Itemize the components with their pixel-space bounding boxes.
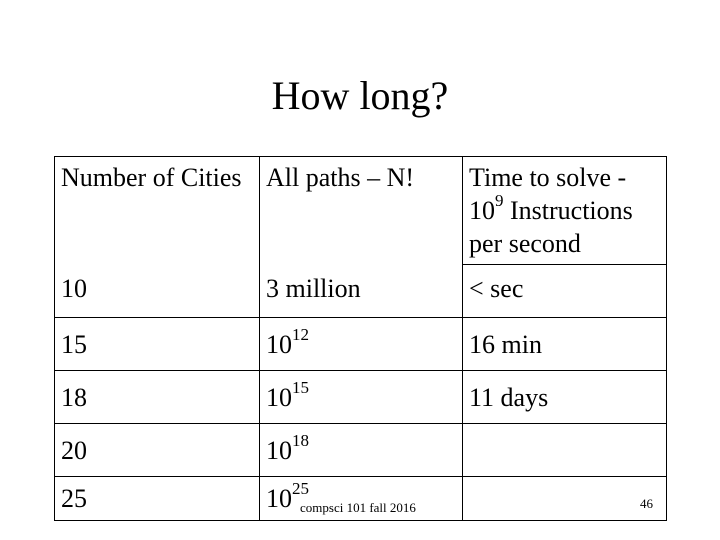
table-row: [55, 424, 667, 477]
time-divider: [463, 264, 666, 265]
footer-course: compsci 101 fall 2016: [300, 500, 416, 515]
row-5-paths: $10^{25}$: [260, 477, 463, 521]
row-4-paths: $10^{18}$: [260, 424, 463, 477]
row-1-paths: 3 million: [266, 274, 361, 303]
header-cities: Number of Cities: [61, 163, 242, 192]
header-time-cell: [463, 157, 667, 318]
row-2-cities: 15: [55, 318, 260, 371]
row-3-time: 11 days: [463, 371, 667, 424]
table-row: [55, 371, 667, 424]
row-5-time: [463, 477, 667, 521]
slide-title: How long?: [271, 73, 449, 118]
header-time: Time to solve - $10^9$ Instructions per second: [469, 161, 662, 260]
table-row: [55, 157, 667, 318]
row-3-cities: 18: [55, 371, 260, 424]
header-paths: All paths – N!: [266, 163, 415, 192]
header-paths-cell: [260, 157, 463, 318]
row-4-cities: 20: [55, 424, 260, 477]
table-row: [55, 318, 667, 371]
row-2-paths: $10^{12}$: [260, 318, 463, 371]
how-long-table: [54, 156, 667, 521]
header-cities-cell: [55, 157, 260, 318]
header-time-line2: $10^9$ Instructions per second: [469, 191, 633, 258]
row-4-time: [463, 424, 667, 477]
row-1-time: < sec: [469, 274, 524, 303]
row-5-cities: 25: [55, 477, 260, 521]
page-number: 46: [640, 496, 653, 511]
row-3-paths: $10^{15}$: [260, 371, 463, 424]
row-1-cities: 10: [61, 274, 87, 303]
row-2-time: 16 min: [463, 318, 667, 371]
